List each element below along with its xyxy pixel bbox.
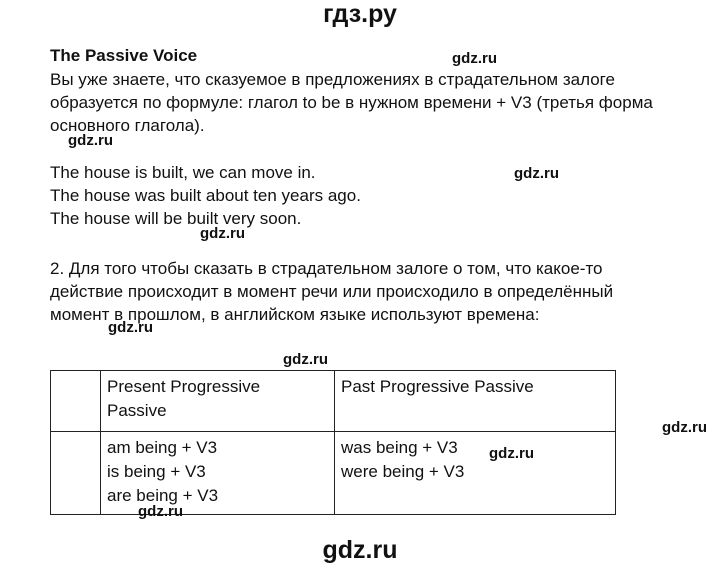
point-2-line: 2. Для того чтобы сказать в страдательном залоге о том, что какое-то [50, 259, 603, 278]
example-sentence: The house was built about ten years ago. [50, 186, 361, 205]
example-sentence: The house will be built very soon. [50, 209, 302, 228]
watermark: gdz.ru [200, 225, 245, 242]
site-footer: gdz.ru [322, 536, 398, 564]
point-2-paragraph [50, 257, 613, 326]
watermark: gdz.ru [452, 50, 497, 67]
table-cell [51, 432, 101, 515]
tense-table [50, 370, 616, 515]
intro-paragraph [50, 68, 653, 137]
watermark: gdz.ru [138, 503, 183, 520]
table-cell: was being + V3 were being + V3 [335, 432, 616, 515]
intro-line: Вы уже знаете, что сказуемое в предложениях в страдательном залоге [50, 70, 615, 89]
point-2-line: действие происходит в момент речи или происходило в определённый [50, 282, 614, 301]
table-row [51, 432, 616, 515]
watermark: gdz.ru [283, 351, 328, 368]
examples-block [50, 161, 361, 230]
table-cell: am being + V3 is being + V3 are being + V3 [101, 432, 335, 515]
site-header: гдз.ру [323, 0, 397, 28]
watermark: gdz.ru [662, 419, 707, 436]
watermark: gdz.ru [514, 165, 559, 182]
intro-line: основного глагола). [50, 116, 205, 135]
watermark: gdz.ru [489, 445, 534, 462]
section-title: The Passive Voice [50, 46, 198, 65]
table-header-row [51, 371, 616, 432]
watermark: gdz.ru [68, 132, 113, 149]
table-header-cell [51, 371, 101, 432]
example-sentence: The house is built, we can move in. [50, 163, 316, 182]
intro-line: образуется по формуле: глагол to be в нужном времени + V3 (третья форма [50, 93, 653, 112]
table-header-cell: Present Progressive Passive [101, 371, 335, 432]
table-header-cell: Past Progressive Passive [335, 371, 616, 432]
point-2-line: момент в прошлом, в английском языке используют времена: [50, 305, 540, 324]
watermark: gdz.ru [108, 319, 153, 336]
